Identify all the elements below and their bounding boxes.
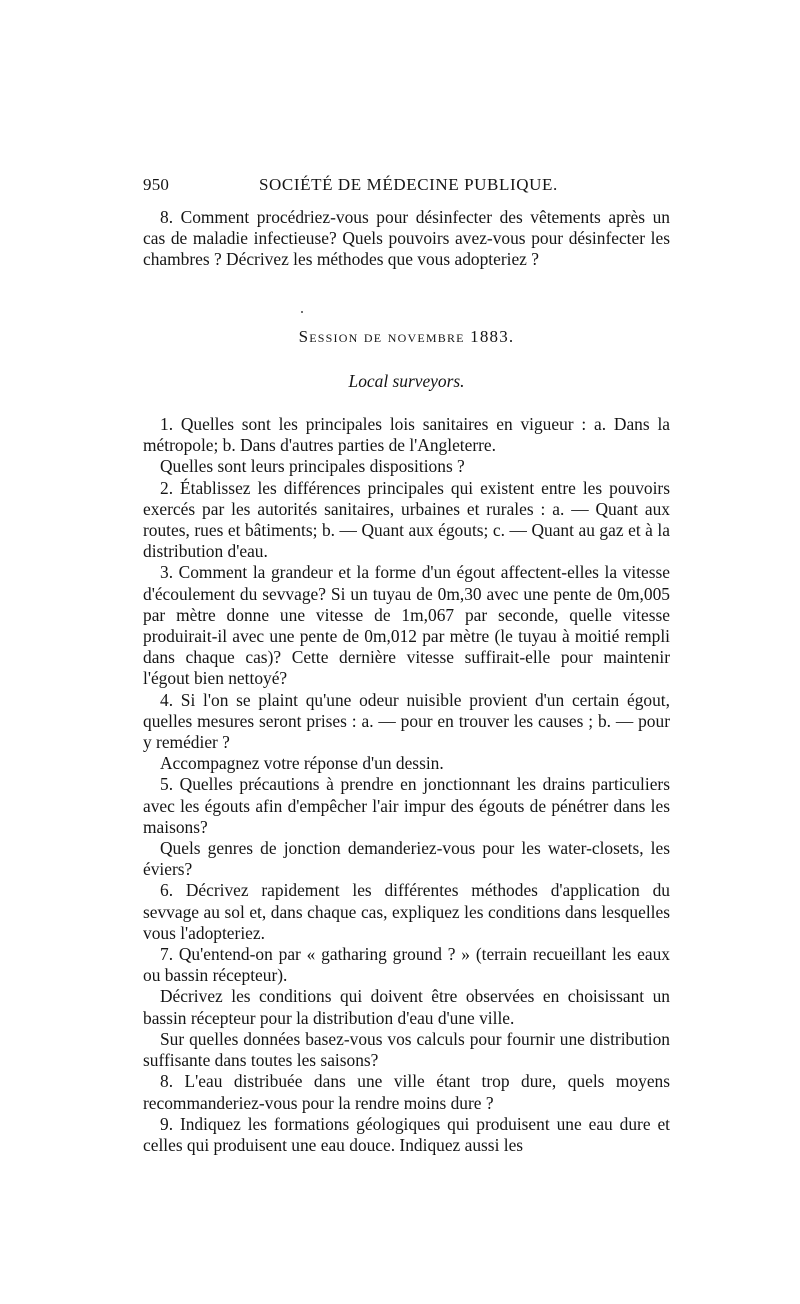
paragraph: 4. Si l'on se plaint qu'une odeur nuisible provient d'un certain égout, quelles mesures seront prises : a. — pour en trouver les causes ; b. — pour y remédier ? (143, 689, 670, 753)
paragraph: Décrivez les conditions qui doivent être observées en choisissant un bassin récepteur pour la distribution d'eau d'une ville. (143, 986, 670, 1028)
section-subtitle: Local surveyors. (348, 371, 465, 391)
paragraph: 6. Décrivez rapidement les différentes méthodes d'application du sevvage au sol et, dans chaque cas, expliquez les conditions dans lesquelles vous l'adopteriez. (143, 880, 670, 943)
page-number: 950 (143, 175, 170, 194)
page-header (143, 175, 670, 199)
paragraph: 5. Quelles précautions à prendre en jonctionnant les drains particuliers avec les égouts afin d'empêcher l'air impur des égouts de pénétrer dans les maisons? (143, 774, 670, 837)
paragraph: Sur quelles données basez-vous vos calculs pour fournir une distribution suffisante dans toutes les saisons? (143, 1028, 670, 1071)
paragraph: 7. Qu'entend-on par « gatharing ground ? » (terrain recueillant les eaux ou bassin récepteur). (143, 944, 670, 986)
paragraph: 1. Quelles sont les principales lois sanitaires en vigueur : a. Dans la métropole; b. Dans d'autres parties de l'Angleterre. (143, 414, 670, 456)
paragraph: 2. Établissez les différences principales qui existent entre les pouvoirs exercés par les autorités sanitaires, urbaines et rurales : a. — Quant aux routes, rues et bâtiments; b. — Quant aux égouts; c. — Quant au gaz et à la distribution d'eau. (143, 477, 670, 562)
paragraph: 8. Comment procédriez-vous pour désinfecter des vêtements après un cas de maladie infectieuse? Quels pouvoirs avez-vous pour désinfecter les chambres ? Décrivez les méthodes que vous adopteriez ? (143, 207, 670, 270)
session-heading: Session de novembre 1883. (298, 327, 515, 346)
ink-speck (301, 311, 303, 313)
question-8-continued (143, 207, 670, 271)
paragraph: 8. L'eau distribuée dans une ville étant trop dure, quels moyens recommanderiez-vous pour la rendre moins dure ? (143, 1071, 670, 1113)
paragraph: Accompagnez votre réponse d'un dessin. (160, 753, 444, 774)
paragraph: Quels genres de jonction demanderiez-vous pour les water-closets, les éviers? (143, 838, 670, 880)
running-title: SOCIÉTÉ DE MÉDECINE PUBLIQUE. (259, 175, 558, 194)
paragraph: Quelles sont leurs principales dispositions ? (160, 456, 465, 477)
paragraph: 3. Comment la grandeur et la forme d'un égout affectent-elles la vitesse d'écoulement du sevvage? Si un tuyau de 0m,30 avec une pente de 0m,005 par mètre donne une vitesse de 1m,067 par seconde, quelle vitesse produirait-il avec une pente de 0m,012 par mètre (le tuyau à moitié rempli dans chaque cas)? Cette dernière vitesse suffirait-elle pour maintenir l'égout bien nettoyé? (143, 562, 670, 689)
paragraph: 9. Indiquez les formations géologiques qui produisent une eau dure et celles qui produisent une eau douce. Indiquez aussi les (143, 1113, 670, 1155)
questions-body (143, 414, 670, 1156)
